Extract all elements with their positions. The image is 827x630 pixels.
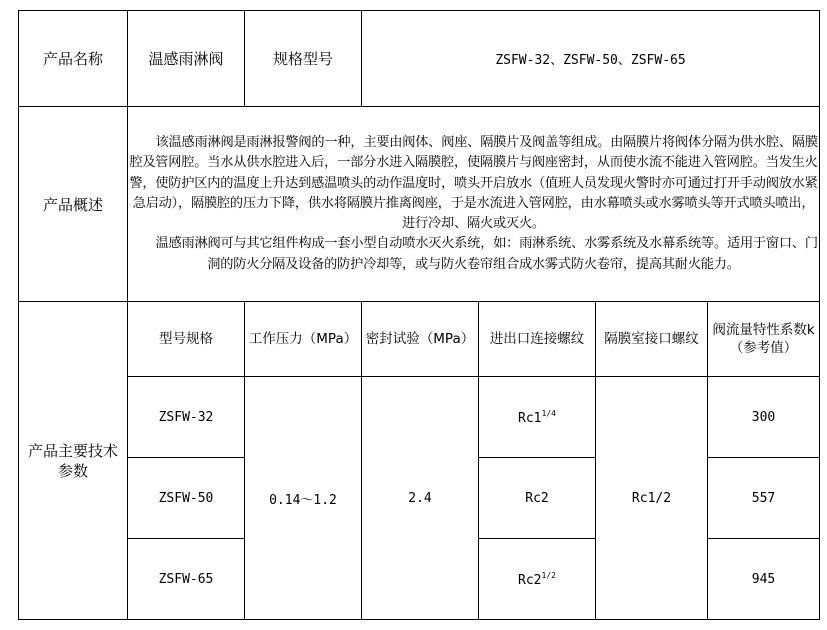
overview-text <box>128 107 820 302</box>
overview-paragraph-2: 温感雨淋阀可与其它组件构成一套小型自动喷水灭火系统，如：雨淋系统、水雾系统及水幕系统等。适用于窗口、门洞的防火分隔及设备的防护冷却等，或与防火卷帘组合成水雾式防火卷帘，提高其耐火能力。 <box>155 236 818 272</box>
model-cell: ZSFW-32 <box>128 377 245 458</box>
model-cell: ZSFW-65 <box>128 539 245 620</box>
spec-header-row <box>19 302 820 377</box>
spec-table <box>18 10 820 620</box>
header-seal-test: 密封试验（MPa） <box>362 302 479 377</box>
product-name-row <box>19 11 820 107</box>
thread-io-cell <box>479 377 596 458</box>
overview-row <box>19 107 820 302</box>
table-row <box>19 377 820 458</box>
header-flow-k: 阀流量特性系数k（参考值） <box>708 302 820 377</box>
thread-io-cell <box>479 458 596 539</box>
product-name-value: 温感雨淋阀 <box>128 11 245 107</box>
header-thread-io: 进出口连接螺纹 <box>479 302 596 377</box>
flow-k-cell: 557 <box>708 458 820 539</box>
header-thread-chamber: 隔膜室接口螺纹 <box>596 302 708 377</box>
thread-io-cell <box>479 539 596 620</box>
header-pressure: 工作压力（MPa） <box>245 302 362 377</box>
thread-base: Rc2 <box>525 490 549 506</box>
thread-fraction: 1/2 <box>541 570 556 580</box>
pressure-cell: 0.14～1.2 <box>245 377 362 620</box>
overview-label: 产品概述 <box>19 107 128 302</box>
thread-base: Rc2 <box>518 572 542 588</box>
product-name-label: 产品名称 <box>19 11 128 107</box>
model-value: ZSFW-32、ZSFW-50、ZSFW-65 <box>362 11 820 107</box>
flow-k-cell: 300 <box>708 377 820 458</box>
model-label: 规格型号 <box>245 11 362 107</box>
seal-test-cell: 2.4 <box>362 377 479 620</box>
overview-paragraph-1: 该温感雨淋阀是雨淋报警阀的一种，主要由阀体、阀座、隔膜片及阀盖等组成。由隔膜片将阀体分隔为供水腔、隔膜腔及管网腔。当水从供水腔进入后，一部分水进入隔膜腔，使隔膜片与阀座密封，从而使水流不能进入管网腔。当发生火警，使防护区内的温度上升达到感温喷头的动作温度时，喷头开启放水（值班人员发现火警时亦可通过打开手动阀放水紧急启动），隔膜腔的压力下降，供水将隔膜片推离阀座，于是水流进入管网腔，由水幕喷头或水雾喷头等开式喷头喷出，进行冷却、隔火或灭火。 <box>129 135 818 232</box>
model-cell: ZSFW-50 <box>128 458 245 539</box>
specs-label <box>19 302 128 620</box>
specs-label-text: 产品主要技术参数 <box>27 441 118 480</box>
thread-chamber-cell: Rc1/2 <box>596 377 708 620</box>
thread-fraction: 1/4 <box>541 408 556 418</box>
thread-base: Rc1 <box>518 410 542 426</box>
flow-k-cell: 945 <box>708 539 820 620</box>
header-model: 型号规格 <box>128 302 245 377</box>
